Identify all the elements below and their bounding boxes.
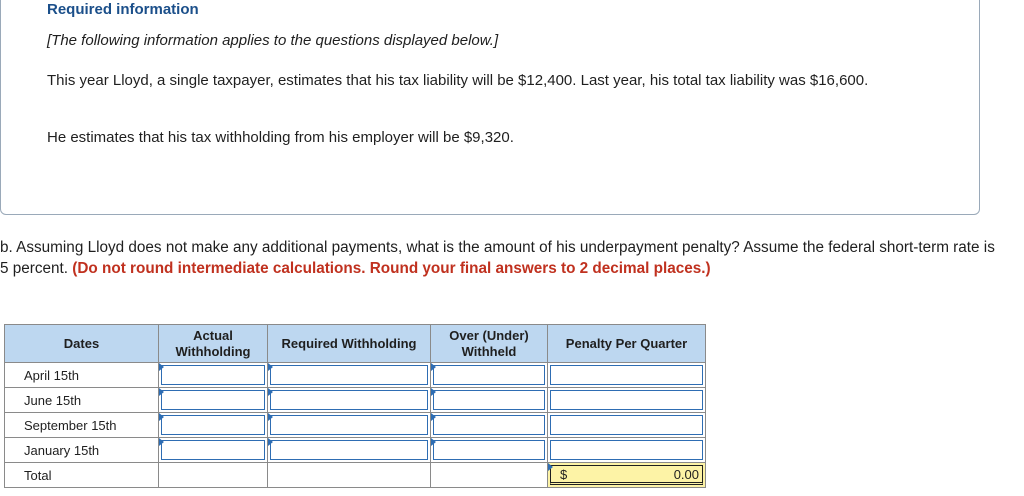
cell-marker-icon	[268, 388, 273, 396]
currency-symbol: $	[560, 467, 568, 482]
row-date-january: January 15th	[5, 438, 159, 463]
required-withholding-input-april[interactable]	[268, 363, 431, 388]
question-body: b. Assuming Lloyd does not make any additional payments, what is the amount of his underpayment penalty? Assume the federal short-term rate is 5 percent.	[0, 239, 995, 277]
actual-withholding-input-april[interactable]	[159, 363, 268, 388]
cell-marker-icon	[159, 363, 164, 371]
question-instructions: (Do not round intermediate calculations. Round your final answers to 2 decimal places.)	[72, 260, 711, 277]
required-withholding-input-september[interactable]	[268, 413, 431, 438]
withholding-table	[4, 324, 706, 488]
cell-marker-icon	[268, 413, 273, 421]
cell-marker-icon	[159, 413, 164, 421]
cell-marker-icon	[431, 438, 436, 446]
cell-marker-icon	[268, 438, 273, 446]
total-empty-cell	[159, 463, 268, 488]
row-date-april: April 15th	[5, 363, 159, 388]
header-penalty-per-quarter: Penalty Per Quarter	[548, 325, 706, 363]
table-header-row	[5, 325, 706, 363]
required-withholding-input-june[interactable]	[268, 388, 431, 413]
header-actual-withholding: Actual Withholding	[159, 325, 268, 363]
table-total-row	[5, 463, 706, 488]
penalty-input-january[interactable]	[548, 438, 706, 463]
total-penalty-field[interactable]	[548, 463, 706, 488]
row-date-september: September 15th	[5, 413, 159, 438]
header-over-under-withheld: Over (Under) Withheld	[431, 325, 548, 363]
total-empty-cell	[431, 463, 548, 488]
row-date-june: June 15th	[5, 388, 159, 413]
table-row	[5, 413, 706, 438]
total-penalty-value: 0.00	[673, 467, 699, 482]
table-row	[5, 438, 706, 463]
question-text	[0, 237, 1000, 279]
cell-marker-icon	[548, 463, 553, 471]
row-total-label: Total	[5, 463, 159, 488]
required-withholding-input-january[interactable]	[268, 438, 431, 463]
actual-withholding-input-september[interactable]	[159, 413, 268, 438]
header-required-withholding: Required Withholding	[268, 325, 431, 363]
header-dates: Dates	[5, 325, 159, 363]
table-row	[5, 388, 706, 413]
cell-marker-icon	[431, 363, 436, 371]
cell-marker-icon	[431, 388, 436, 396]
info-note: [The following information applies to the questions displayed below.]	[47, 32, 499, 49]
actual-withholding-input-june[interactable]	[159, 388, 268, 413]
over-under-input-september[interactable]	[431, 413, 548, 438]
over-under-input-april[interactable]	[431, 363, 548, 388]
info-paragraph-1: This year Lloyd, a single taxpayer, estimates that his tax liability will be $12,400. Last year, his total tax liability was $16,600.	[47, 72, 869, 89]
info-paragraph-2: He estimates that his tax withholding from his employer will be $9,320.	[47, 129, 514, 146]
actual-withholding-input-january[interactable]	[159, 438, 268, 463]
total-empty-cell	[268, 463, 431, 488]
over-under-input-january[interactable]	[431, 438, 548, 463]
penalty-input-april[interactable]	[548, 363, 706, 388]
cell-marker-icon	[159, 388, 164, 396]
table-row	[5, 363, 706, 388]
cell-marker-icon	[431, 413, 436, 421]
cell-marker-icon	[268, 363, 273, 371]
required-info-title: Required information	[47, 1, 199, 18]
penalty-input-september[interactable]	[548, 413, 706, 438]
penalty-input-june[interactable]	[548, 388, 706, 413]
cell-marker-icon	[159, 438, 164, 446]
over-under-input-june[interactable]	[431, 388, 548, 413]
